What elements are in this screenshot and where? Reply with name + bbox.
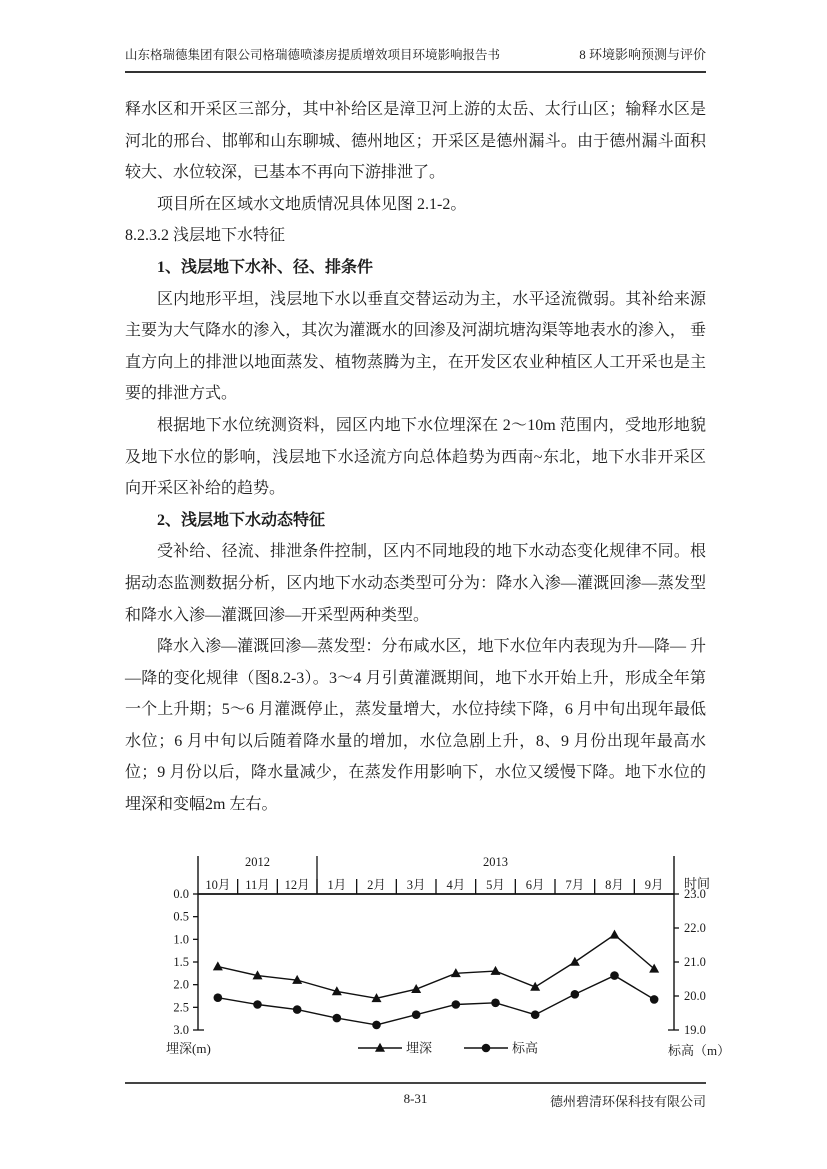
svg-text:23.0: 23.0 xyxy=(684,887,706,901)
svg-text:2.0: 2.0 xyxy=(173,977,189,992)
svg-text:标高: 标高 xyxy=(512,1040,539,1056)
page-header xyxy=(125,44,706,73)
svg-text:19.0: 19.0 xyxy=(684,1023,706,1037)
paragraph-seasonal-pattern: 降水入渗—灌溉回渗—蒸发型：分布咸水区，地下水位年内表现为升—降— 升—降的变化规律（图8.2-3）。3～4 月引黄灌溉期间，地下水开始上升，形成全年第一个上升期；5～6 月灌溉停止，蒸发量增大，水位持续下降，6 月中旬出现年最低水位；6 月中旬以后随着降水量的增加，水位急剧上升，8、9 月份出现年最高水位；9 月份以后，降水量减少，在蒸发作用影响下，水位又缓慢下降。地下水位的埋深和变幅2m 左右。 xyxy=(125,638,706,814)
svg-text:1.0: 1.0 xyxy=(173,932,189,947)
svg-text:12月: 12月 xyxy=(284,878,310,892)
subsection-heading-1: 1、浅层地下水补、径、排条件 xyxy=(157,258,374,276)
page-number: 8-31 xyxy=(403,1091,428,1106)
svg-text:22.0: 22.0 xyxy=(684,921,706,935)
paragraph-figure-reference: 项目所在区域水文地质情况具体见图 2.1-2。 xyxy=(157,195,467,213)
svg-text:2013: 2013 xyxy=(483,855,508,869)
svg-text:2012: 2012 xyxy=(245,855,270,869)
svg-text:6月: 6月 xyxy=(525,878,545,892)
svg-text:标高（m）: 标高（m） xyxy=(668,1043,731,1058)
svg-text:埋深(m): 埋深(m) xyxy=(166,1041,211,1056)
svg-text:1月: 1月 xyxy=(327,878,347,892)
hydro-chart-svg xyxy=(150,846,750,1081)
svg-text:4月: 4月 xyxy=(446,878,466,892)
svg-text:21.0: 21.0 xyxy=(684,955,706,969)
document-body xyxy=(125,94,706,821)
svg-text:7月: 7月 xyxy=(565,878,585,892)
paragraph-region-continuation: 释水区和开采区三部分，其中补给区是漳卫河上游的太岳、太行山区；输释水区是河北的邢台、邯郸和山东聊城、德州地区；开采区是德州漏斗。由于德州漏斗面积较大、水位较深，已基本不再向下游排泄了。 xyxy=(125,101,706,182)
svg-text:埋深: 埋深 xyxy=(406,1040,433,1056)
svg-text:10月: 10月 xyxy=(205,878,231,892)
paragraph-dynamic-types: 受补给、径流、排泄条件控制，区内不同地段的地下水动态变化规律不同。根据动态监测数据分析，区内地下水动态类型可分为：降水入渗—灌溉回渗—蒸发型和降水入渗—灌溉回渗—开采型两种类型。 xyxy=(125,543,706,624)
svg-text:0.0: 0.0 xyxy=(173,887,189,901)
paragraph-recharge-conditions: 区内地形平坦，浅层地下水以垂直交替运动为主，水平迳流微弱。其补给来源主要为大气降水的渗入，其次为灌溉水的回渗及河湖坑塘沟渠等地表水的渗入， 垂直方向上的排泄以地面蒸发、植物蒸腾为主，在开发区农业种植区人工开采也是主要的排泄方式。 xyxy=(125,290,706,403)
svg-text:5月: 5月 xyxy=(486,878,505,892)
section-heading: 8.2.3.2 浅层地下水特征 xyxy=(125,227,286,245)
svg-text:11月: 11月 xyxy=(245,878,270,892)
svg-text:9月: 9月 xyxy=(644,878,664,892)
svg-text:3月: 3月 xyxy=(406,878,426,892)
groundwater-level-chart xyxy=(150,846,750,1081)
paragraph-water-depth: 根据地下水位统测资料，园区内地下水位埋深在 2～10m 范围内，受地形地貌及地下水位的影响，浅层地下水迳流方向总体趋势为西南~东北，地下水非开采区向开采区补给的趋势。 xyxy=(125,416,706,498)
header-report-title: 山东格瑞德集团有限公司格瑞德喷漆房提质增效项目环境影响报告书 xyxy=(125,48,501,62)
svg-text:20.0: 20.0 xyxy=(684,989,706,1003)
svg-text:8月: 8月 xyxy=(605,878,624,892)
footer-company: 德州碧清环保科技有限公司 xyxy=(549,1094,706,1109)
svg-text:时间: 时间 xyxy=(684,876,711,891)
header-chapter-title: 8 环境影响预测与评价 xyxy=(579,47,706,62)
svg-text:1.5: 1.5 xyxy=(173,955,189,969)
svg-text:3.0: 3.0 xyxy=(173,1023,189,1037)
svg-text:2.5: 2.5 xyxy=(173,1000,189,1015)
svg-text:0.5: 0.5 xyxy=(173,909,189,924)
svg-text:2月: 2月 xyxy=(367,878,386,892)
subsection-heading-2: 2、浅层地下水动态特征 xyxy=(157,511,326,529)
page-footer xyxy=(125,1082,706,1112)
